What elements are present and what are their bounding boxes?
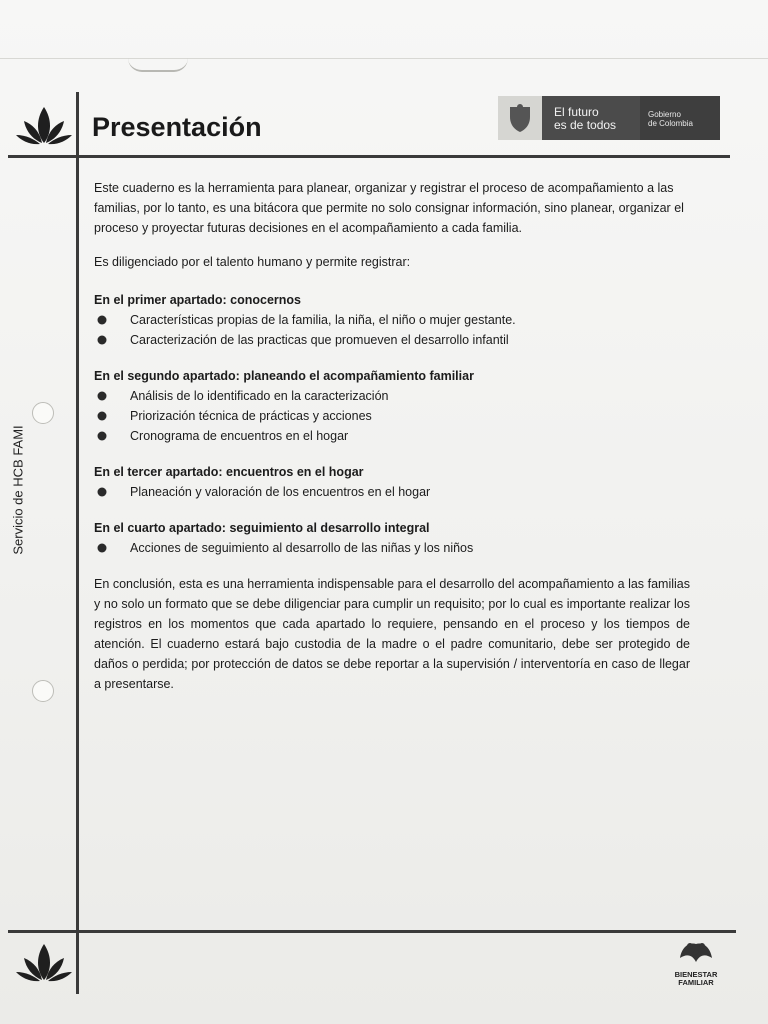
list-item-text: Caracterización de las practicas que promueven el desarrollo infantil	[130, 333, 509, 347]
bullet-icon	[96, 410, 108, 422]
section-list	[94, 386, 690, 446]
lead-paragraph: Es diligenciado por el talento humano y permite registrar:	[94, 255, 411, 269]
conclusion-paragraph: En conclusión, esta es una herramienta indispensable para el desarrollo del acompañamiento a las familias y no solo un formato que se debe diligenciar para cumplir un requisito; por lo cual es importante realizar los registros en los momentos que cada apartado lo requiere, pensando en el proceso y los tiempos de atención. El cuaderno estará bajo custodia de la madre o el padre comunitario, debe ser protegido de daños o perdida; por protección de datos se debe reportar a la supervisión / interventoría en caso de llegar a presentarse.	[94, 577, 690, 691]
side-label: Servicio de HCB FAMI	[10, 425, 26, 555]
section-heading: En el tercer apartado: encuentros en el hogar	[94, 465, 364, 479]
coat-of-arms-icon	[498, 96, 542, 140]
header-rule	[8, 155, 730, 158]
margin-rule	[76, 92, 79, 994]
list-item-text: Priorización técnica de prácticas y acciones	[130, 409, 372, 423]
paper-fold	[0, 58, 768, 59]
section-1	[94, 290, 690, 350]
leaf-logo-icon	[14, 940, 74, 984]
bullet-icon	[96, 542, 108, 554]
punch-hole-bottom	[32, 680, 54, 702]
list-item-text: Características propias de la familia, la niña, el niño o mujer gestante.	[130, 313, 516, 327]
section-heading: En el segundo apartado: planeando el acompañamiento familiar	[94, 369, 474, 383]
list-item	[94, 482, 690, 502]
gov-name	[640, 96, 720, 140]
list-item-text: Acciones de seguimiento al desarrollo de las niñas y los niños	[130, 541, 474, 555]
section-heading: En el primer apartado: conocernos	[94, 293, 301, 307]
logo-line1: BIENESTAR	[674, 970, 718, 979]
section-list	[94, 482, 690, 502]
family-icon	[676, 936, 716, 966]
bullet-icon	[96, 430, 108, 442]
gov-name-line2: de Colombia	[648, 119, 693, 128]
footer-rule	[8, 930, 736, 933]
section-heading: En el cuarto apartado: seguimiento al desarrollo integral	[94, 521, 430, 535]
list-item-text: Análisis de lo identificado en la caracterización	[130, 389, 389, 403]
page-title: Presentación	[92, 112, 262, 142]
section-2	[94, 366, 690, 446]
section-4	[94, 518, 690, 558]
section-3	[94, 462, 690, 502]
bullet-icon	[96, 314, 108, 326]
punch-hole-top	[32, 402, 54, 424]
bienestar-familiar-logo	[668, 936, 724, 990]
list-item	[94, 406, 690, 426]
bullet-icon	[96, 390, 108, 402]
intro-paragraph: Este cuaderno es la herramienta para planear, organizar y registrar el proceso de acompañamiento a las familias, por lo tanto, es una bitácora que permite no solo consignar información, sino planear, organizar el proceso y proyectar futuras decisiones en el acompañamiento a cada familia.	[94, 181, 684, 235]
list-item	[94, 538, 690, 558]
list-item	[94, 426, 690, 446]
list-item	[94, 330, 690, 350]
gov-name-line1: Gobierno	[648, 110, 681, 119]
list-item-text: Planeación y valoración de los encuentros en el hogar	[130, 485, 431, 499]
gov-slogan-line2: es de todos	[554, 118, 617, 132]
section-list	[94, 310, 690, 350]
gov-slogan	[542, 96, 640, 140]
bullet-icon	[96, 486, 108, 498]
section-list	[94, 538, 690, 558]
list-item-text: Cronograma de encuentros en el hogar	[130, 429, 349, 443]
list-item	[94, 386, 690, 406]
list-item	[94, 310, 690, 330]
bullet-icon	[96, 334, 108, 346]
document-body	[94, 178, 690, 694]
paper-notch	[128, 58, 188, 72]
logo-line2: FAMILIAR	[678, 978, 714, 987]
leaf-logo-icon	[14, 103, 74, 147]
government-logo	[498, 96, 720, 140]
gov-slogan-line1: El futuro	[554, 105, 599, 119]
